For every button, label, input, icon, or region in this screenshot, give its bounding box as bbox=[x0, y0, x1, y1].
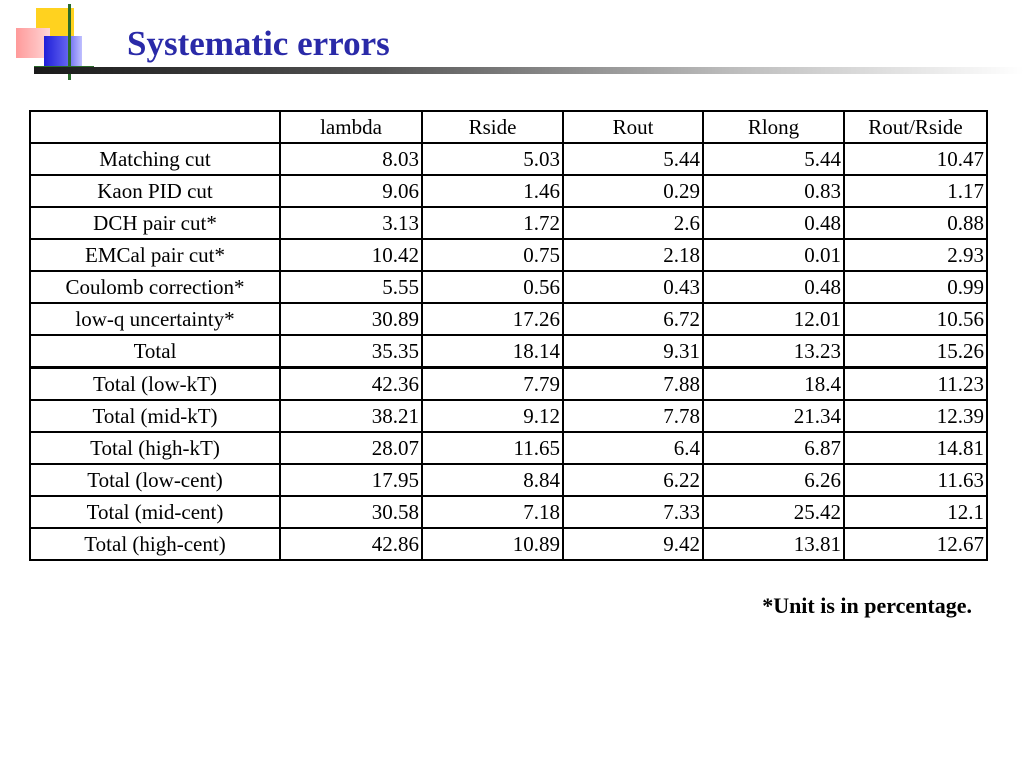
row-label: Total bbox=[30, 335, 280, 368]
table-cell: 11.65 bbox=[422, 432, 563, 464]
table-cell: 1.72 bbox=[422, 207, 563, 239]
table-cell: 13.23 bbox=[703, 335, 844, 368]
table-header-cell: Rside bbox=[422, 111, 563, 143]
table-cell: 10.89 bbox=[422, 528, 563, 560]
table-cell: 2.6 bbox=[563, 207, 703, 239]
table-cell: 21.34 bbox=[703, 400, 844, 432]
footnote: *Unit is in percentage. bbox=[762, 593, 972, 618]
row-label: Total (mid-cent) bbox=[30, 496, 280, 528]
row-label: Coulomb correction* bbox=[30, 271, 280, 303]
row-label: Total (high-kT) bbox=[30, 432, 280, 464]
table-cell: 14.81 bbox=[844, 432, 987, 464]
table-header-corner bbox=[30, 111, 280, 143]
table-cell: 1.17 bbox=[844, 175, 987, 207]
table-cell: 6.26 bbox=[703, 464, 844, 496]
table-cell: 7.33 bbox=[563, 496, 703, 528]
table-cell: 18.14 bbox=[422, 335, 563, 368]
table-cell: 42.86 bbox=[280, 528, 422, 560]
table-cell: 5.03 bbox=[422, 143, 563, 175]
table-cell: 0.29 bbox=[563, 175, 703, 207]
table-cell: 0.88 bbox=[844, 207, 987, 239]
slide-logo bbox=[0, 0, 130, 90]
table-cell: 35.35 bbox=[280, 335, 422, 368]
table-cell: 0.56 bbox=[422, 271, 563, 303]
table-cell: 0.99 bbox=[844, 271, 987, 303]
table-header-cell: lambda bbox=[280, 111, 422, 143]
logo-blue-square bbox=[44, 36, 82, 68]
table-cell: 2.93 bbox=[844, 239, 987, 271]
table-cell: 12.67 bbox=[844, 528, 987, 560]
table-cell: 17.26 bbox=[422, 303, 563, 335]
table-cell: 6.4 bbox=[563, 432, 703, 464]
table-row bbox=[30, 464, 987, 496]
table-cell: 9.12 bbox=[422, 400, 563, 432]
table-row bbox=[30, 143, 987, 175]
table-cell: 2.18 bbox=[563, 239, 703, 271]
table-row bbox=[30, 335, 987, 368]
table-cell: 25.42 bbox=[703, 496, 844, 528]
table-cell: 30.89 bbox=[280, 303, 422, 335]
table-cell: 17.95 bbox=[280, 464, 422, 496]
table-cell: 6.22 bbox=[563, 464, 703, 496]
table-cell: 10.47 bbox=[844, 143, 987, 175]
table-row bbox=[30, 528, 987, 560]
row-label: EMCal pair cut* bbox=[30, 239, 280, 271]
table-cell: 9.06 bbox=[280, 175, 422, 207]
table-cell: 13.81 bbox=[703, 528, 844, 560]
row-label: Total (high-cent) bbox=[30, 528, 280, 560]
row-label: DCH pair cut* bbox=[30, 207, 280, 239]
table-header-cell: Rout bbox=[563, 111, 703, 143]
table-row bbox=[30, 496, 987, 528]
table-cell: 0.01 bbox=[703, 239, 844, 271]
table-cell: 0.75 bbox=[422, 239, 563, 271]
systematic-errors-table-container bbox=[29, 110, 986, 561]
table-row bbox=[30, 303, 987, 335]
table-cell: 7.79 bbox=[422, 368, 563, 401]
page-title: Systematic errors bbox=[127, 24, 390, 63]
table-cell: 28.07 bbox=[280, 432, 422, 464]
row-label: Matching cut bbox=[30, 143, 280, 175]
table-row bbox=[30, 239, 987, 271]
row-label: Kaon PID cut bbox=[30, 175, 280, 207]
table-cell: 10.56 bbox=[844, 303, 987, 335]
table-cell: 12.1 bbox=[844, 496, 987, 528]
table-cell: 8.03 bbox=[280, 143, 422, 175]
table-cell: 12.01 bbox=[703, 303, 844, 335]
table-row bbox=[30, 207, 987, 239]
table-cell: 0.48 bbox=[703, 207, 844, 239]
table-header-row bbox=[30, 111, 987, 143]
table-row bbox=[30, 400, 987, 432]
table-cell: 8.84 bbox=[422, 464, 563, 496]
table-cell: 12.39 bbox=[844, 400, 987, 432]
table-cell: 5.44 bbox=[563, 143, 703, 175]
row-label: Total (mid-kT) bbox=[30, 400, 280, 432]
table-header-cell: Rlong bbox=[703, 111, 844, 143]
table-cell: 38.21 bbox=[280, 400, 422, 432]
table-cell: 9.42 bbox=[563, 528, 703, 560]
row-label: Total (low-kT) bbox=[30, 368, 280, 401]
table-row bbox=[30, 271, 987, 303]
row-label: Total (low-cent) bbox=[30, 464, 280, 496]
table-cell: 0.83 bbox=[703, 175, 844, 207]
table-row bbox=[30, 368, 987, 401]
table-cell: 42.36 bbox=[280, 368, 422, 401]
table-cell: 0.48 bbox=[703, 271, 844, 303]
table-cell: 7.18 bbox=[422, 496, 563, 528]
table-cell: 6.72 bbox=[563, 303, 703, 335]
systematic-errors-table bbox=[29, 110, 988, 561]
table-row bbox=[30, 175, 987, 207]
table-cell: 6.87 bbox=[703, 432, 844, 464]
table-cell: 9.31 bbox=[563, 335, 703, 368]
table-cell: 7.88 bbox=[563, 368, 703, 401]
table-header-cell: Rout/Rside bbox=[844, 111, 987, 143]
table-cell: 18.4 bbox=[703, 368, 844, 401]
row-label: low-q uncertainty* bbox=[30, 303, 280, 335]
table-body bbox=[30, 143, 987, 560]
table-cell: 11.23 bbox=[844, 368, 987, 401]
table-cell: 15.26 bbox=[844, 335, 987, 368]
table-cell: 3.13 bbox=[280, 207, 422, 239]
table-cell: 30.58 bbox=[280, 496, 422, 528]
table-cell: 10.42 bbox=[280, 239, 422, 271]
table-cell: 5.55 bbox=[280, 271, 422, 303]
title-underline bbox=[34, 67, 1024, 74]
table-cell: 11.63 bbox=[844, 464, 987, 496]
table-row bbox=[30, 432, 987, 464]
table-cell: 0.43 bbox=[563, 271, 703, 303]
table-cell: 5.44 bbox=[703, 143, 844, 175]
table-cell: 1.46 bbox=[422, 175, 563, 207]
table-cell: 7.78 bbox=[563, 400, 703, 432]
